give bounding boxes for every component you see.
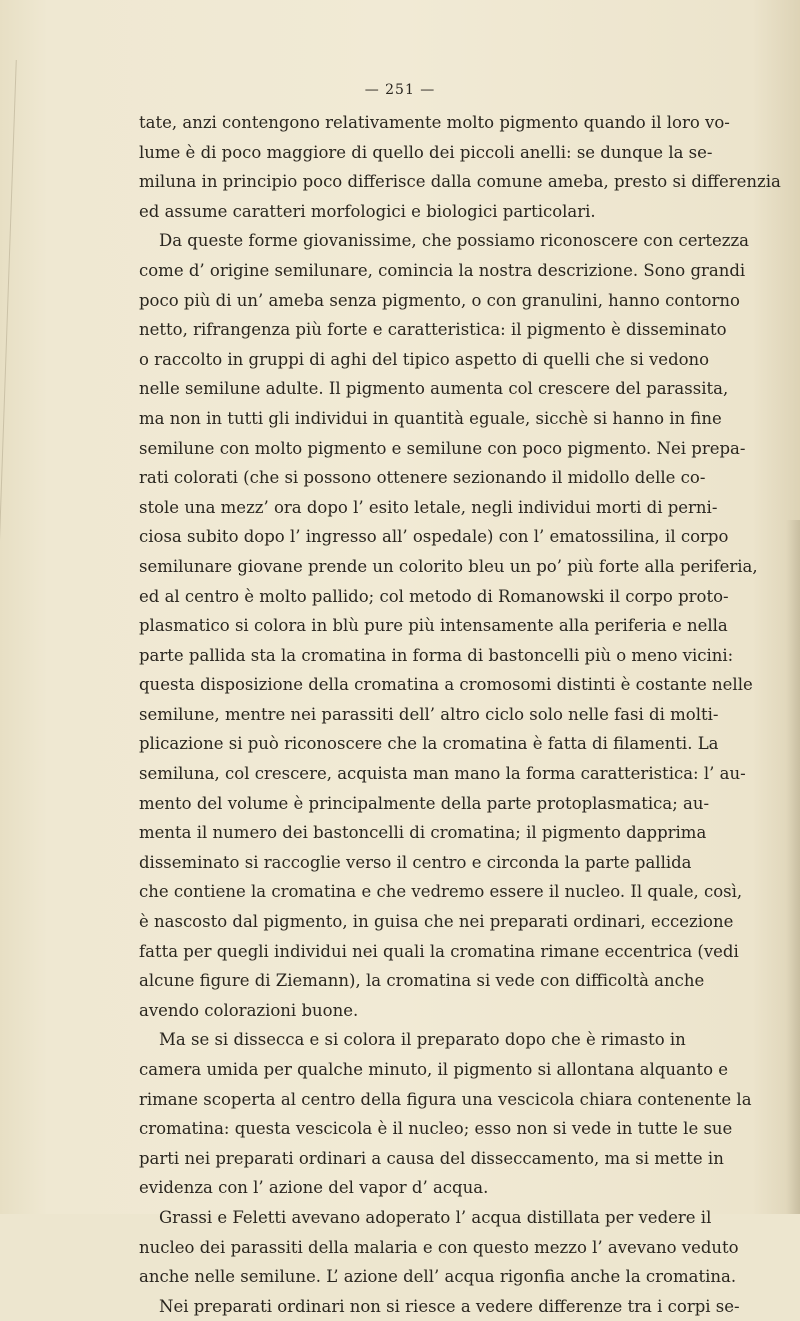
text-line: cromatina: questa vescicola è il nucleo; esso non si vede in tutte le sue [139, 1119, 733, 1139]
text-line: nucleo dei parassiti della malaria e con questo mezzo l’ avevano veduto [139, 1237, 739, 1257]
text-line: avendo colorazioni buone. [139, 1000, 359, 1020]
text-line: parte pallida sta la cromatina in forma di bastoncelli più o meno vicini: [139, 645, 734, 665]
text-line: Grassi e Feletti avevano adoperato l’ acqua distillata per vedere il [159, 1207, 712, 1227]
text-line: semiluna, col crescere, acquista man mano la forma caratteristica: l’ au- [139, 764, 746, 784]
text-line: è nascosto dal pigmento, in guisa che nei preparati ordinari, eccezione [139, 912, 734, 932]
text-line: lume è di poco maggiore di quello dei piccoli anelli: se dunque la se- [139, 142, 713, 162]
text-line: plasmatico si colora in blù pure più intensamente alla periferia e nella [139, 616, 728, 636]
text-line: semilunare giovane prende un colorito bleu un po’ più forte alla periferia, [139, 556, 758, 576]
text-line: anche nelle semilune. L’ azione dell’ acqua rigonfia anche la cromatina. [139, 1267, 737, 1287]
text-line: menta il numero dei bastoncelli di cromatina; il pigmento dapprima [139, 823, 707, 843]
text-line: miluna in principio poco differisce dalla comune ameba, presto si differenzia [139, 172, 781, 192]
text-line: Nei preparati ordinari non si riesce a vedere differenze tra i corpi se- [159, 1296, 740, 1316]
page-curl-edge [0, 60, 47, 620]
body-text [139, 108, 781, 1321]
text-line: come d’ origine semilunare, comincia la nostra descrizione. Sono grandi [139, 260, 746, 280]
text-line: rati colorati (che si possono ottenere sezionando il midollo delle co- [139, 468, 706, 488]
text-line: questa disposizione della cromatina a cromosomi distinti è costante nelle [139, 675, 753, 695]
text-line: disseminato si raccoglie verso il centro e circonda la parte pallida [139, 852, 692, 872]
text-line: poco più di un’ ameba senza pigmento, o con granulini, hanno contorno [139, 290, 740, 310]
text-line: rimane scoperta al centro della figura una vescicola chiara contenente la [139, 1089, 752, 1109]
page-number: — 251 — [364, 82, 436, 98]
text-line: che contiene la cromatina e che vedremo essere il nucleo. Il quale, così, [139, 882, 743, 902]
text-line: ma non in tutti gli individui in quantità eguale, sicchè si hanno in fine [139, 408, 722, 428]
text-line: semilune con molto pigmento e semilune con poco pigmento. Nei prepa- [139, 438, 746, 458]
text-line: alcune figure di Ziemann), la cromatina si vede con difficoltà anche [139, 971, 705, 991]
text-line: fatta per quegli individui nei quali la cromatina rimane eccentrica (vedi [139, 941, 739, 961]
text-line: evidenza con l’ azione del vapor d’ acqua. [139, 1178, 489, 1198]
text-line: netto, rifrangenza più forte e caratteristica: il pigmento è disseminato [139, 320, 727, 340]
text-line: ciosa subito dopo l’ ingresso all’ ospedale) con l’ ematossilina, il corpo [139, 527, 729, 547]
text-line: semilune, mentre nei parassiti dell’ altro ciclo solo nelle fasi di molti- [139, 704, 719, 724]
text-line: parti nei preparati ordinari a causa del disseccamento, ma si mette in [139, 1148, 724, 1168]
text-line: stole una mezz’ ora dopo l’ esito letale, negli individui morti di perni- [139, 497, 718, 517]
text-line: ed assume caratteri morfologici e biologici particolari. [139, 201, 596, 221]
text-line: nelle semilune adulte. Il pigmento aumenta col crescere del parassita, [139, 379, 729, 399]
text-line: plicazione si può riconoscere che la cromatina è fatta di filamenti. La [139, 734, 719, 754]
text-line: tate, anzi contengono relativamente molto pigmento quando il loro vo- [139, 113, 730, 132]
text-line: Da queste forme giovanissime, che possiamo riconoscere con certezza [159, 231, 749, 251]
page-shadow-edge [786, 520, 800, 1214]
text-line: camera umida per qualche minuto, il pigmento si allontana alquanto e [139, 1060, 729, 1079]
text-line: o raccolto in gruppi di aghi del tipico aspetto di quelli che si vedono [139, 349, 710, 369]
text-line: Ma se si dissecca e si colora il preparato dopo che è rimasto in [159, 1030, 686, 1050]
text-line: ed al centro è molto pallido; col metodo di Romanowski il corpo proto- [139, 586, 729, 606]
text-line: mento del volume è principalmente della parte protoplasmatica; au- [139, 793, 710, 813]
